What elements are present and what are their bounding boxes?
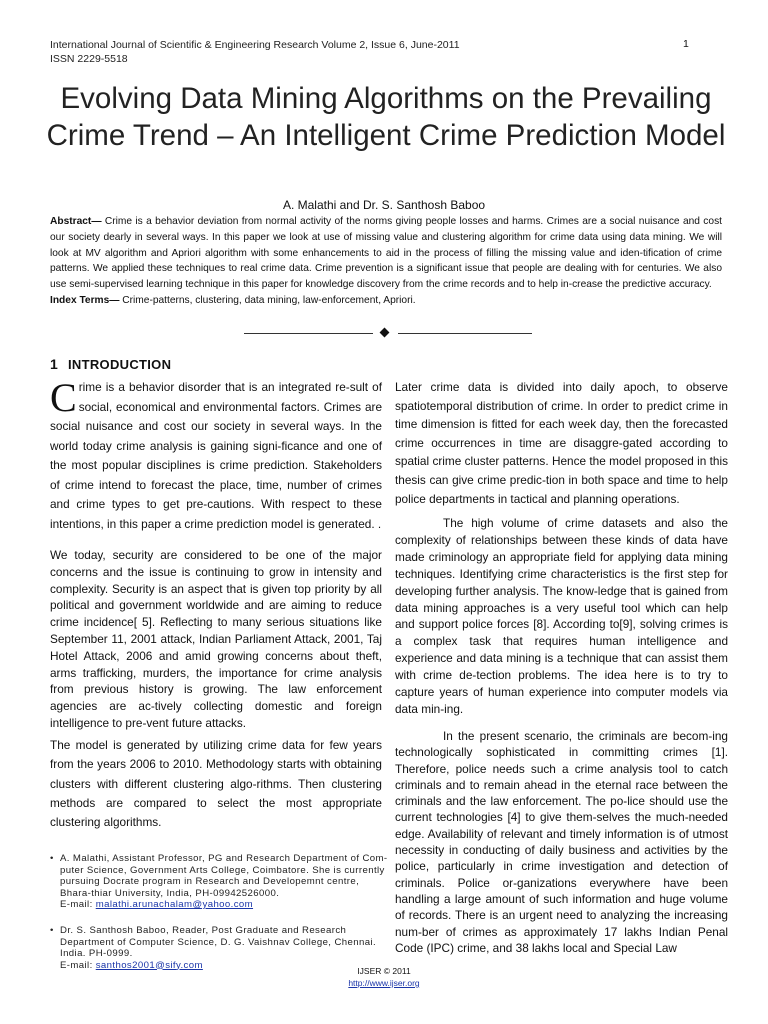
abstract-block [50,214,722,309]
footnote-2-email-link[interactable]: santhos2001@sify.com [95,959,203,971]
drop-cap: C [50,375,77,420]
footnote-2-text: Dr. S. Santhosh Baboo, Reader, Post Graduate and Research Department of Computer Science, D. G. Vaishnav College, Chennai. India. PH-0999. [60,925,377,959]
section-title: INTRODUCTION [68,357,172,372]
abstract-text: Crime is a behavior deviation from normal activity of the norms giving people losses and harms. Crimes are a social nuisance and cost our society dearly in several ways. In this paper we look at use of missing value and clustering algorithm for crime data using data mining. We will look at MV algorithm and Apriori algorithm with some enhancements to aid in the process of filling the missing value and iden-tification of crime patterns. We applied these techniques to real crime data. Crime prevention is a significant issue that people are dealing with for centuries. We also use semi-supervised learning technique in this paper for knowledge discovery from the crime records and to help in-crease the predictive accuracy. [50,216,722,291]
footnote-1-email-link[interactable]: malathi.arunachalam@yahoo.com [95,899,254,910]
footnote-1-text: A. Malathi, Assistant Professor, PG and Research Department of Com-puter Science, Government Arts College, Coimbatore. She is currently pursuing Docrate program in Research and Developemnt centre, Bhara-thiar University, India, PH-09942526000. [60,853,388,899]
intro-paragraph-3: The model is generated by utilizing crime data for few years from the years 2006 to 2010. Methodology starts with obtaining clusters with different clustering algo-rithms. Then clustering methods are compared to select the most appropriate clustering algorithms. [50,738,382,830]
intro-paragraph-2: We today, security are considered to be one of the major concerns and the issue is continuing to grow in intensity and complexity. Security is an aspect that is given top priority by all political and government worldwide and are aiming to reduce crime incidence[ 5]. Reflecting to many serious situations like September 11, 2001 attack, Indian Parliament Attack, 2001, Taj Hotel Attack, 2006 and amid growing concerns about theft, arms trafficking, murders, the importance for crime analysis from previous history is growing. The law enforcement agencies are ac-tively collecting domestic and foreign intelligence to pre-vent future attacks. [50,548,382,730]
separator-diamond-icon [380,328,390,338]
index-terms-label: Index Terms— [50,294,120,306]
page-number: 1 [683,38,689,50]
col2-paragraph-1: Later crime data is divided into daily apoch, to observe spatiotemporal distribution of crime. In order to predict crime in time dimension is fitted for each week day, then the forecasted crime occurrences in time are disaggre-gated according to spatial crime cluster patterns. Hence the model proposed in this thesis can give crime predic-tion in both space and time to help police departments in tactical and planning operations. [395,380,728,506]
separator-right [398,333,532,334]
footnote-bullet: • [50,853,54,864]
footer-url-wrap [0,978,768,988]
col2-paragraph-3: In the present scenario, the criminals are becom-ing technologically sophisticated in committing crimes [1]. Therefore, police needs such a crime analysis tool to catch criminals and to remain ahead in the eternal race between the criminals and the law enforcement. The po-lice should use the current technologies [4] to give them-selves the much-needed edge. Availability of relevant and timely information is of utmost necessity in conducting of daily business and activities by the police, particularly in crime investigation and detection of criminals. Police or-ganizations everywhere have been handling a large amount of such information and huge volume of records. There is an urgent need to analyzing the increasing num-ber of crimes as approximately 17 lakhs Indian Penal Code (IPC) crime, and 38 lakhs local and Special Law [395,729,728,955]
abstract-label: Abstract— [50,216,102,227]
footnote-2-email-label: E-mail: [60,959,96,971]
paper-authors: A. Malathi and Dr. S. Santhosh Baboo [282,198,486,212]
footer-url-link[interactable]: http://www.ijser.org [348,978,420,988]
separator-left [244,333,373,334]
footnote-bullet: • [50,925,54,936]
intro-paragraph-1-text: rime is a behavior disorder that is an integrated re-sult of social, economical and environmental factors. Crimes are social nuisance and cost our society in several ways. In the world today crime analysis is gaining signi-ficance and one of the most popular disciplines is crime prediction. Stakeholders of crime intend to forecast the place, time, number of crimes and crime types to get pre-cautions. With respect to these intentions, in this paper a crime prediction model is generated. . [50,380,382,531]
running-header [50,38,460,66]
paper-title: Evolving Data Mining Algorithms on the Prevailing Crime Trend – An Intelligent Crime Prediction Model [46,82,726,152]
col2-paragraph-2: The high volume of crime datasets and also the complexity of relationships between these kinds of data have made criminology an appropriate field for applying data mining techniques. Identifying crime characteristics is the first step for developing further analysis. The know-ledge that is gained from data mining approaches is a very useful tool which can help and support police forces [8]. According to[9], solving crimes is a complex task that requires human intelligence and experience and data mining is a technique that can assist them with crime de-tection problems. The idea here is to try to capture years of human experience into computer models via data min-ing. [395,516,728,716]
footnote-1-email-label: E-mail: [60,899,96,910]
section-number: 1 [50,356,58,372]
journal-line: International Journal of Scientific & Engineering Research Volume 2, Issue 6, June-2011 [50,39,460,51]
intro-paragraph-1 [50,375,382,534]
index-terms-text: Crime-patterns, clustering, data mining, law-enforcement, Apriori. [119,294,416,306]
issn-line: ISSN 2229-5518 [50,53,128,65]
footer-copyright: IJSER © 2011 [357,966,411,976]
